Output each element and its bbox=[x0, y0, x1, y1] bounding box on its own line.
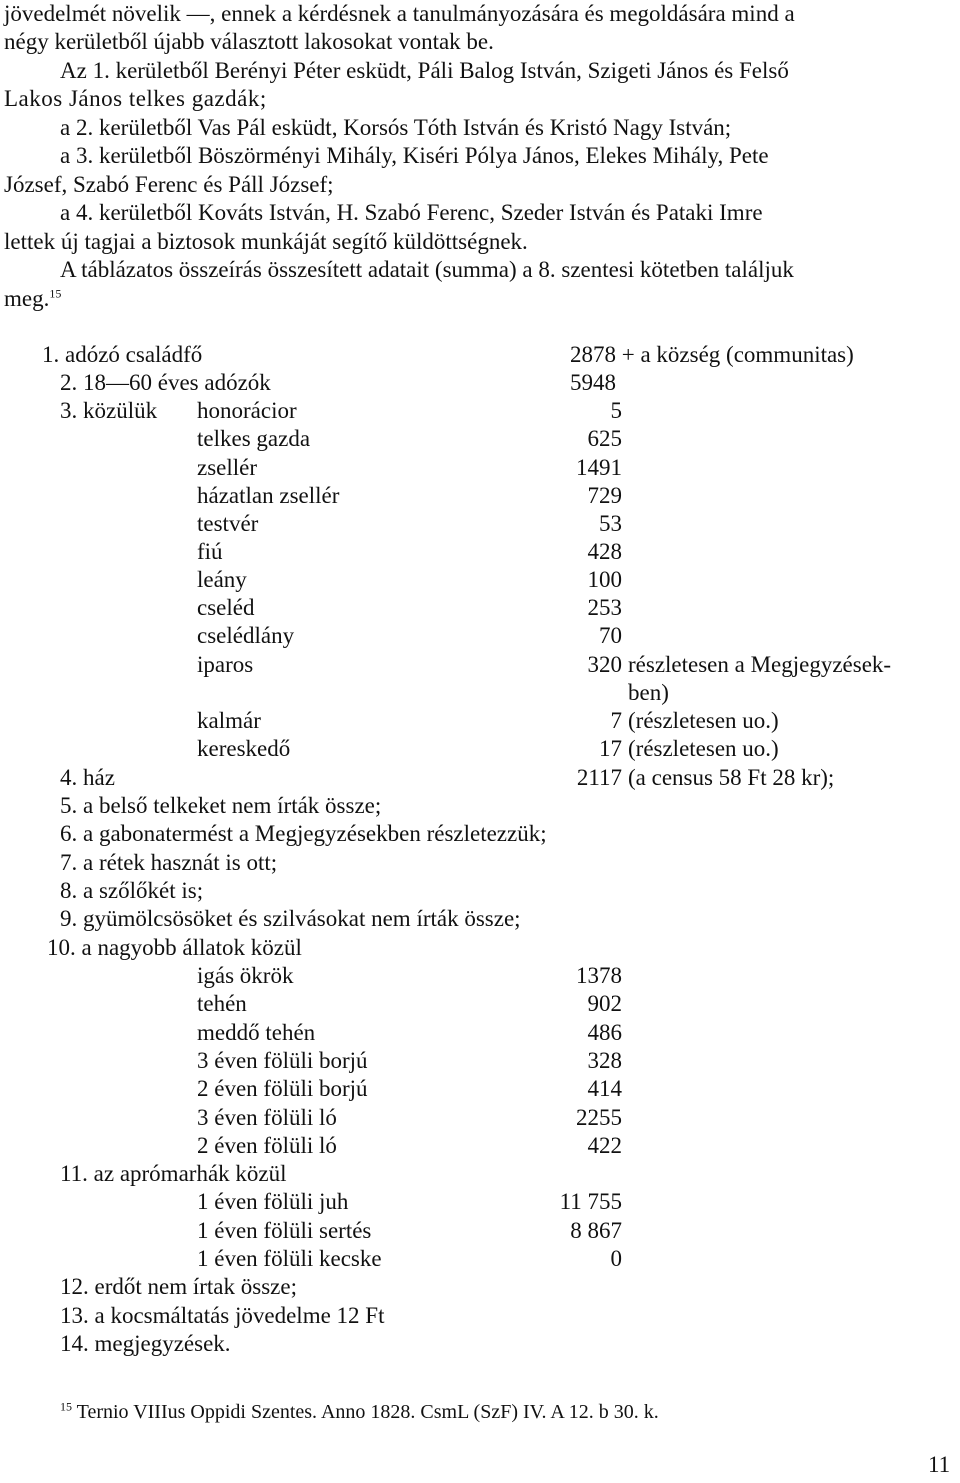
row-value: 729 bbox=[587, 483, 622, 508]
row-label: házatlan zsellér bbox=[197, 483, 340, 508]
census-item-value: 2878 + a község (communitas) bbox=[570, 342, 854, 367]
row-label: 2 éven fölüli ló bbox=[197, 1133, 337, 1158]
text-line: négy kerületből újabb választott lakosokat vontak be. bbox=[4, 29, 494, 54]
census-item-label: 3. közülük bbox=[60, 398, 158, 423]
row-label: leány bbox=[197, 567, 247, 592]
text-line-content: meg. bbox=[4, 286, 50, 311]
text-line: a 4. kerületből Kováts István, H. Szabó Ferenc, Szeder István és Pataki Imre bbox=[60, 200, 763, 225]
row-value: 320 bbox=[587, 652, 622, 677]
row-value: 1491 bbox=[576, 455, 622, 480]
footnote-reference[interactable]: 15 bbox=[49, 286, 62, 301]
footnote-text: Ternio VIIIus Oppidi Szentes. Anno 1828. CsmL (SzF) IV. A 12. b 30. k. bbox=[76, 1401, 659, 1423]
row-label: cselédlány bbox=[197, 623, 295, 648]
census-item: 14. megjegyzések. bbox=[60, 1331, 231, 1356]
row-value: 1378 bbox=[576, 963, 622, 988]
row-label: testvér bbox=[197, 511, 259, 536]
row-note: ben) bbox=[628, 680, 669, 705]
row-label: zsellér bbox=[197, 455, 258, 480]
row-value: 328 bbox=[587, 1048, 622, 1073]
row-label: meddő tehén bbox=[197, 1020, 316, 1045]
text-line: lettek új tagjai a biztosok munkáját segítő küldöttségnek. bbox=[4, 229, 528, 254]
row-value: 428 bbox=[587, 539, 622, 564]
row-value: 7 bbox=[610, 708, 622, 733]
row-note: (részletesen uo.) bbox=[628, 736, 779, 761]
row-label: iparos bbox=[197, 652, 254, 677]
row-value: 5 bbox=[610, 398, 622, 423]
text-line: Lakos János telkes gazdák; bbox=[4, 86, 267, 111]
row-value: 414 bbox=[587, 1076, 622, 1101]
census-item: 13. a kocsmáltatás jövedelme 12 Ft bbox=[60, 1303, 385, 1328]
row-label: 1 éven fölüli kecske bbox=[197, 1246, 382, 1271]
row-value: 17 bbox=[599, 736, 622, 761]
row-label: kalmár bbox=[197, 708, 261, 733]
row-label: 3 éven fölüli borjú bbox=[197, 1048, 368, 1073]
census-item-label: 1. adózó családfő bbox=[42, 342, 203, 367]
row-value: 625 bbox=[587, 426, 622, 451]
census-item-label: 4. ház bbox=[60, 765, 115, 790]
row-label: telkes gazda bbox=[197, 426, 311, 451]
row-label: 3 éven fölüli ló bbox=[197, 1105, 337, 1130]
census-item: 12. erdőt nem írtak össze; bbox=[60, 1274, 297, 1299]
row-value: 902 bbox=[587, 991, 622, 1016]
row-value: 253 bbox=[587, 595, 622, 620]
row-value: 422 bbox=[587, 1133, 622, 1158]
row-label: cseléd bbox=[197, 595, 255, 620]
text-line: jövedelmét növelik —, ennek a kérdésnek a tanulmányozására és megoldására mind a bbox=[4, 1, 795, 26]
row-note: (részletesen uo.) bbox=[628, 708, 779, 733]
row-label: kereskedő bbox=[197, 736, 291, 761]
text-line: Az 1. kerületből Berényi Péter esküdt, Páli Balog István, Szigeti János és Felső bbox=[60, 58, 789, 83]
row-label: 2 éven fölüli borjú bbox=[197, 1076, 368, 1101]
row-value: 2255 bbox=[576, 1105, 622, 1130]
row-value: 8 867 bbox=[570, 1218, 622, 1243]
census-item: 7. a rétek hasznát is ott; bbox=[60, 850, 278, 875]
census-item-value: 2117 bbox=[576, 765, 622, 790]
census-item-label: 11. az aprómarhák közül bbox=[60, 1161, 287, 1186]
text-line: a 2. kerületből Vas Pál esküdt, Korsós Tóth István és Kristó Nagy István; bbox=[60, 115, 732, 140]
text-line: József, Szabó Ferenc és Páll József; bbox=[4, 172, 334, 197]
text-line: a 3. kerületből Böszörményi Mihály, Kiséri Pólya János, Elekes Mihály, Pete bbox=[60, 143, 769, 168]
footnote-number: 15 bbox=[60, 1399, 72, 1414]
row-value: 0 bbox=[610, 1246, 622, 1271]
census-item: 6. a gabonatermést a Megjegyzésekben részletezzük; bbox=[60, 821, 547, 846]
census-item: 9. gyümölcsösöket és szilvásokat nem írták össze; bbox=[60, 906, 521, 931]
census-item-label: 2. 18—60 éves adózók bbox=[60, 370, 271, 395]
census-item: 5. a belső telkeket nem írták össze; bbox=[60, 793, 382, 818]
census-item: 8. a szőlőkét is; bbox=[60, 878, 204, 903]
row-label: tehén bbox=[197, 991, 247, 1016]
row-value: 11 755 bbox=[559, 1189, 622, 1214]
row-value: 70 bbox=[599, 623, 622, 648]
row-value: 486 bbox=[587, 1020, 622, 1045]
row-value: 100 bbox=[587, 567, 622, 592]
census-item-label: 10. a nagyobb állatok közül bbox=[47, 935, 302, 960]
row-label: honorácior bbox=[197, 398, 297, 423]
text-line: A táblázatos összeírás összesített adatait (summa) a 8. szentesi kötetben találjuk bbox=[60, 257, 794, 282]
footnote bbox=[60, 1398, 659, 1426]
row-label: fiú bbox=[197, 539, 223, 564]
page-number: 11 bbox=[928, 1452, 951, 1477]
row-label: igás ökrök bbox=[197, 963, 294, 988]
row-label: 1 éven fölüli sertés bbox=[197, 1218, 372, 1243]
text-line bbox=[4, 285, 61, 313]
row-value: 53 bbox=[599, 511, 622, 536]
row-note: részletesen a Megjegyzések- bbox=[628, 652, 892, 677]
census-item-value: 5948 bbox=[570, 370, 616, 395]
census-item-note: (a census 58 Ft 28 kr); bbox=[628, 765, 835, 790]
row-label: 1 éven fölüli juh bbox=[197, 1189, 349, 1214]
